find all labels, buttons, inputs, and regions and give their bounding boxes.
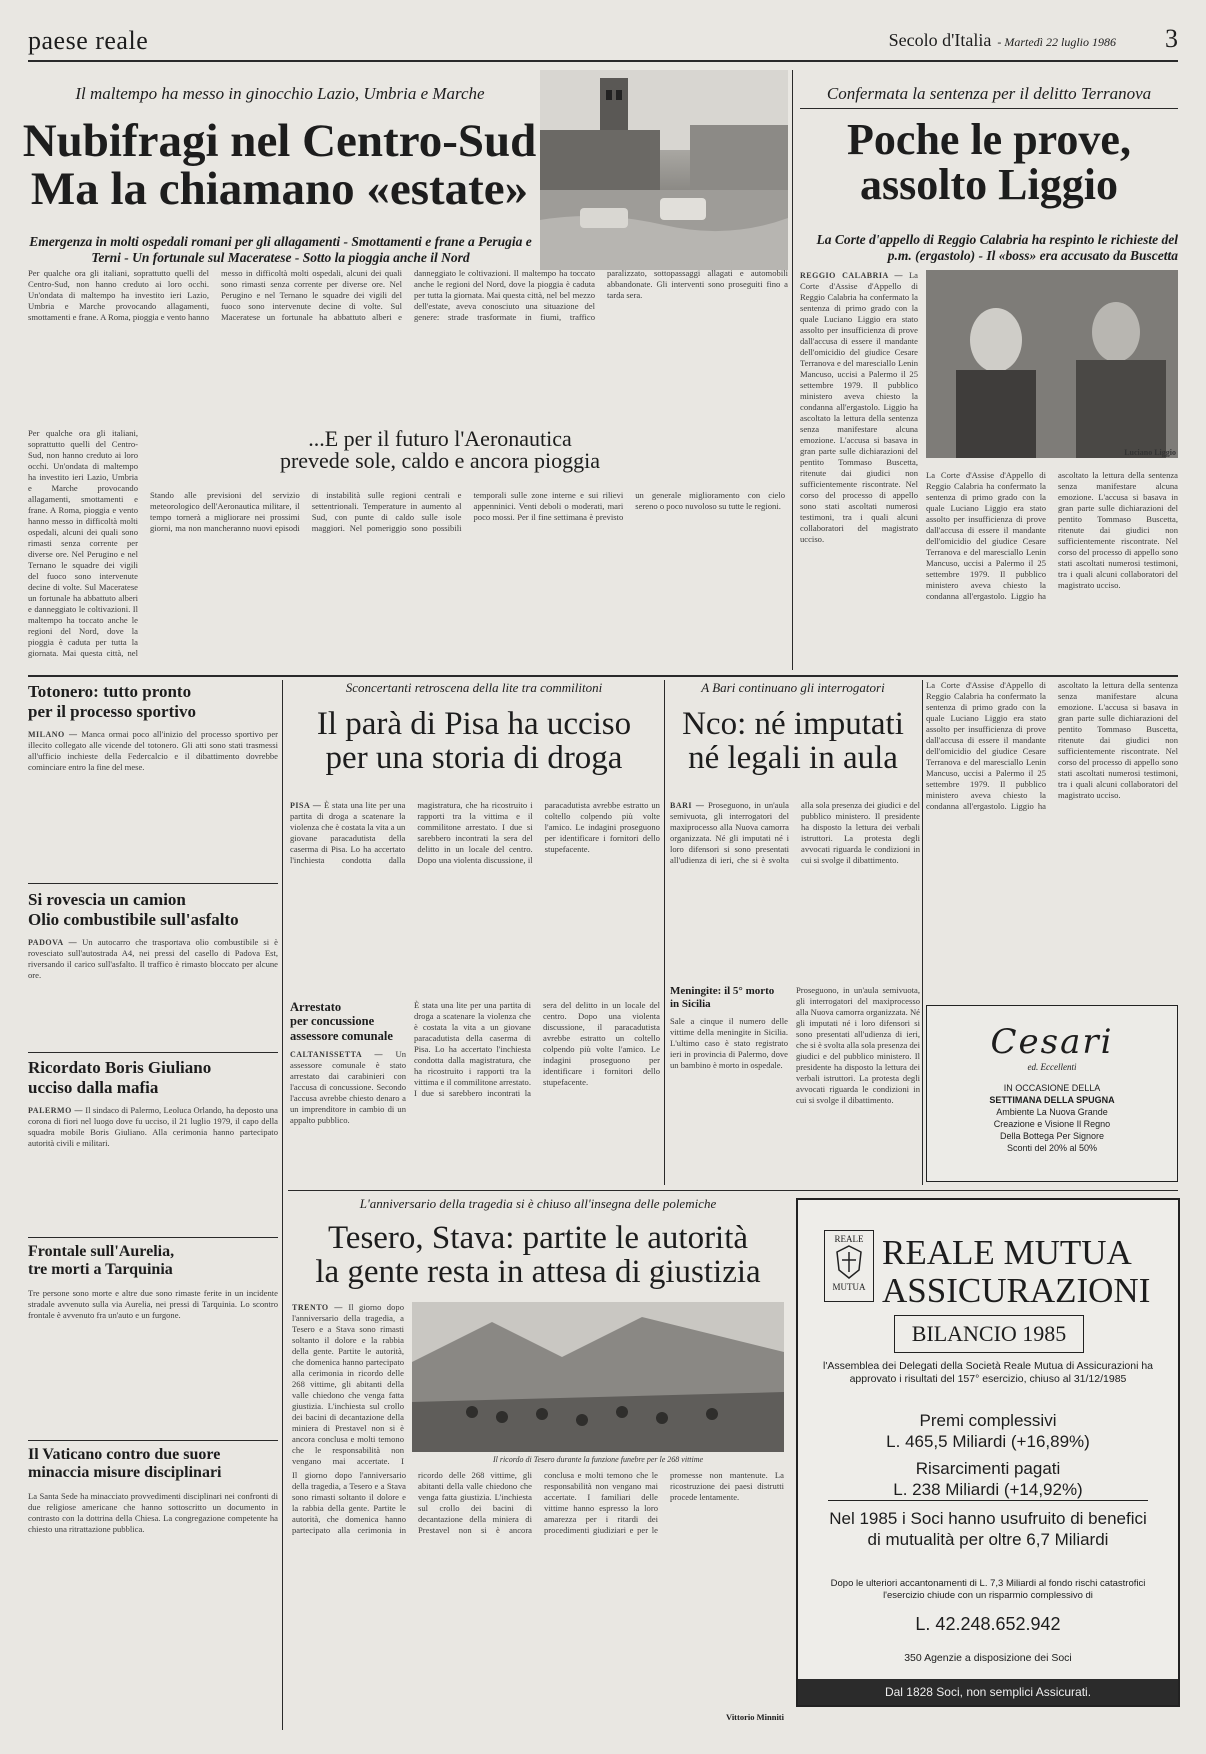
brief-giuliano [28,1058,278,1255]
tesero-photo-illustration [412,1302,784,1452]
lead-kicker: Il maltempo ha messo in ginocchio Lazio, Umbria e Marche [75,84,485,103]
reale-intro: l'Assemblea dei Delegati della Società Reale Mutua di Assicurazioni ha approvato i risultati del 157° esercizio, chiuso al 31/12/1985 [822,1360,1154,1385]
tesero-body-text: Il giorno dopo l'anniversario della tragedia, a Tesero e a Stava sono rimasti soltanto il dolore e la rabbia della gente. Partite le autorità, che domenica hanno partecipato alla cerimonia in ricordo delle 268 vittime, gli abitanti della valle chiedono che venga fatta giustizia. L'inchiesta sul crollo dei bacini di decantazione della miniera di Prestavel non si è ancora conclusa e molti temono che le responsabilità non vengano mai accertate. I [292,1302,404,1466]
masthead-info [889,30,1116,51]
flood-photo [540,70,788,270]
nco-body-continued: Proseguono, in un'aula semivuota, gli interrogatori del maxiprocesso alla Nuova camorra organizzata. Né gli imputati né i loro difensori si sono presentati all'udienza di ieri, che si è svolta alla sola presenza dei giudici e del pubblico ministero. Il presidente ha disposto la lettura dei verbali istruttori. La protesta degli avvocati riguarda le condizioni in cui si svolge il dibattimento. [796,985,920,1105]
vaticano-body: La Santa Sede ha minacciato provvedimenti disciplinari nei confronti di due religiose americane che hanno sottoscritto un documento in contrasto con la dottrina della Chiesa. La congregazione competente ha chiesto una ritrattazione pubblica. [28,1490,278,1534]
nco-dateline: BARI — [670,801,705,810]
totonero-body [28,729,278,847]
reale-figures [818,1410,1158,1500]
newspaper-name: Secolo d'Italia [888,30,992,50]
liggio-dateline: REGGIO CALABRIA — [800,271,904,280]
premi-value: L. 465,5 Miliardi (+16,89%) [886,1432,1090,1451]
totonero-headline-line-1: Totonero: tutto pronto [28,682,192,701]
brief-rule-2 [28,1052,278,1053]
cesari-line-5: Della Bottega Per Signore [999,1131,1105,1141]
reale-mutua-name [882,1234,1150,1310]
meteo-headline-line-1: ...E per il futuro l'Aeronautica [308,426,572,451]
camion-dateline: PADOVA — [28,938,78,948]
camion-headline-line-2: Olio combustibile sull'asfalto [28,909,239,929]
totonero-headline [28,682,278,721]
totonero-dateline: MILANO — [28,730,78,740]
liggio-subtitle: La Corte d'appello di Reggio Calabria ha respinto le richieste del p.m. (ergastolo) - Il «boss» era accusato da Buscetta [816,232,1178,264]
nco-headline-line-2: né legali in aula [688,739,898,776]
totonero-headline-line-2: per il processo sportivo [28,701,196,721]
column-rule-nco [922,680,923,1185]
pisa-kicker: Sconcertanti retroscena della lite tra commilitoni [345,680,603,695]
liggio-headline-line-1: Poche le prove, [847,115,1131,164]
brief-totonero [28,682,278,847]
nco-kicker: A Bari continuano gli interrogatori [701,680,885,695]
masthead-rule [28,60,1178,62]
tesero-headline [288,1222,788,1289]
tesero-photo-caption: Il ricordo di Tesero durante la funzione funebre per le 268 vittime [492,1455,704,1464]
risarcimenti-value: L. 238 Miliardi (+14,92%) [893,1480,1083,1499]
liggio-kicker: Confermata la sentenza per il delitto Terranova [826,84,1152,103]
liggio-photo-caption: Luciano Liggio [1124,448,1176,457]
lead-body-continued: Per qualche ora gli italiani, soprattutto quelli del Centro-Sud, non hanno creduto ai loro occhi. Un'ondata di maltempo ha investito ieri Lazio, Umbria e Marche provocando allagamenti, smottamenti e frane. A Roma, pioggia e vento hanno messo in difficoltà molti ospedali, alcuni dei quali sono rimasti senza corrente per diverse ore. Nel Perugino e nel Ternano le squadre dei vigili del fuoco sono intervenute decine di volte. Sul Maceratese un fortunale ha abbattuto alberi e danneggiato le coltivazioni. Il maltempo ha toccato anche le regioni del Nord, dove la pioggia è caduta per tutta la giornata. Mai questa città, nel [28,428,138,658]
column-rule-briefs [282,680,283,1730]
cesari-line-6: Sconti del 20% al 50% [1006,1143,1098,1153]
cesari-text [927,1082,1177,1154]
liggio-headline [800,115,1178,209]
reale-total: L. 42.248.652.942 [915,1614,1061,1634]
meningite-body: Sale a cinque il numero delle vittime della meningite in Sicilia. L'ultimo caso è stato registrato ieri in provincia di Palermo, dove un bambino è morto in ospedale. [670,1016,788,1071]
liggio-rule [800,108,1178,109]
camion-body-text: Un autocarro che trasportava olio combustibile si è rovesciato sull'autostrada A4, nei pressi del casello di Padova Est, riversando il carico sull'asfalto. Il traffico è rimasto bloccato per alcune ore. [28,937,278,981]
meteo-headline [240,428,640,473]
logo-top-text: REALE [834,1234,864,1244]
lead-headline-line-1: Nubifragi nel Centro-Sud [22,115,537,167]
concussione-headline [290,1000,406,1043]
pisa-headline-line-2: per una storia di droga [325,739,623,776]
risarcimenti-label: Risarcimenti pagati [915,1459,1061,1478]
cesari-line-1: IN OCCASIONE DELLA [1003,1083,1101,1093]
reale-mutua-ad[interactable] [796,1198,1180,1707]
tesero-body: Il giorno dopo l'anniversario della tragedia, a Tesero e a Stava sono rimasti soltanto il dolore e la rabbia della gente. Partite le autorità, che domenica hanno partecipato alla cerimonia in ricordo delle 268 vittime, gli abitanti della valle chiedono che venga fatta giustizia. L'inchiesta sul crollo dei bacini di decantazione della miniera di Prestavel non si è ancora conclusa e molti temono che le responsabilità non vengano mai accertate. I familiari delle vittime hanno espresso la loro amarezza per i ritardi dei procedimenti giudiziari e per le promesse non mantenute. La ricostruzione dei paesi distrutti procede lentamente. [292,1470,784,1535]
liggio-photo [926,270,1178,458]
liggio-headline-line-2: assolto Liggio [860,159,1118,209]
totonero-body-text: Manca ormai poco all'inizio del processo sportivo per illecito collegato alle vicende del totonero. Gli atti sono stati trasmessi all'ufficio inchieste della Federcalcio e il dibattimento dovrebbe cominciare entro la fine del mese. [28,729,278,773]
nco-headline [668,708,918,775]
logo-bottom-text: MUTUA [832,1282,866,1292]
cesari-line-2: SETTIMANA DELLA SPUGNA [989,1095,1115,1105]
aurelia-headline-line-2: tre morti a Tarquinia [28,1261,173,1279]
meningite-headline-line-1: Meningite: il 5° morto [670,985,775,997]
lead-body: Per qualche ora gli italiani, soprattutto quelli del Centro-Sud, non hanno creduto ai loro occhi. Un'ondata di maltempo ha investito ieri Lazio, Umbria e Marche provocando allagamenti, smottamenti e frane. A Roma, pioggia e vento hanno messo in difficoltà molti ospedali, alcuni dei quali sono rimasti senza corrente per diverse ore. Nel Perugino e nel Ternano le squadre dei vigili del fuoco sono intervenute decine di volte. Sul Maceratese un fortunale ha abbattuto alberi e danneggiato le coltivazioni. Il maltempo ha toccato anche le regioni del Nord, dove la pioggia è caduta per tutta la giornata. Mai questa città, nel bel mezzo dell'estate, aveva conosciuto una situazione del genere: strade trasformate in fiumi, traffico paralizzato, sottopassaggi allagati e automobili abbandonate. Gli interventi sono proseguiti fino a tarda sera. [28,268,788,322]
page-number: 3 [1165,24,1178,53]
giuliano-headline-line-2: ucciso dalla mafia [28,1077,159,1097]
camion-headline [28,890,278,929]
tesero-dateline: TRENTO — [292,1303,343,1312]
cesari-ad[interactable] [926,1005,1178,1182]
pisa-body [290,800,660,995]
aurelia-body: Tre persone sono morte e altre due sono rimaste ferite in un incidente stradale avvenuto sulla via Aurelia, nei pressi di Tarquinia. Lo scontro frontale è avvenuto fra un'auto e un furgone. [28,1287,278,1320]
section-rule-middle [28,675,1178,677]
lead-headline-line-2: Ma la chiamano «estate» [30,162,529,215]
lead-headline [22,115,537,215]
concussione-headline-line-1: Arrestato [290,1000,342,1014]
vaticano-headline-line-1: Il Vaticano contro due suore [28,1446,221,1463]
premi-label: Premi complessivi [919,1411,1057,1430]
giuliano-headline [28,1058,278,1097]
tesero-body-col1 [292,1302,404,1467]
tesero-headline-line-1: Tesero, Stava: partite le autorità [327,1220,749,1256]
concussione-headline-line-3: assessore comunale [290,1028,393,1043]
tesero-signature: Vittorio Minniti [726,1712,784,1722]
brief-camion [28,890,278,1077]
nco-headline-line-1: Nco: né imputati [682,706,904,742]
meningite-headline [670,985,788,1011]
lead-subtitle: Emergenza in molti ospedali romani per gli allagamenti - Smottamenti e frane a Perugia e Terni - Un fortunale sul Maceratese - Sotto la pioggia anche il Nord [29,234,532,266]
giuliano-headline-line-1: Ricordato Boris Giuliano [28,1058,212,1077]
concussione-body-text: Un assessore comunale è stato arrestato dai carabinieri con l'accusa di concussione. Secondo l'accusa avrebbe chiesto denaro a un imprenditore in cambio di un appalto pubblico. [290,1049,406,1126]
brief-aurelia [28,1243,278,1448]
brief-rule-4 [28,1440,278,1441]
bilancio-title: BILANCIO 1985 [894,1315,1084,1353]
liggio-body-cols: La Corte d'Assise d'Appello di Reggio Calabria ha confermato la sentenza di primo grado con la quale Luciano Liggio era stato assolto per insufficienza di prove dall'accusa di essere il mandante dell'omicidio del giudice Cesare Terranova e del maresciallo Lenin Mancuso, uccisi a Palermo il 25 settembre 1979. Il pubblico ministero aveva chiesto la condanna all'ergastolo. Liggio ha ascoltato la lettura della sentenza senza manifestare alcuna emozione. L'accusa si basava in gran parte sulle dichiarazioni del pentito Tommaso Buscetta, ritenute dai giudici non sufficientemente riscontrate. Nel corso del processo di appello sono stati ascoltati numerosi testimoni, tra i quali alcuni collaboratori del magistrato ucciso. [926,470,1178,601]
pisa-body-text: È stata una lite per una partita di droga a scatenare la violenza che è costata la vita a un giovane paracadutista della caserma di Pisa. Lo ha accertato l'inchiesta condotta dalla magistratura, che ha ricostruito i rapporti tra la vittima e il commilitone arrestato. I due si sarebbero incontrati la sera del delitto in un locale del centro. Dopo una violenta discussione, il paracadutista avrebbe estratto un coltello colpendo più volte l'amico. Le indagini proseguono per identificare i fornitori dello stupefacente. [290,800,660,865]
meningite-headline-line-2: in Sicilia [670,998,711,1011]
cesari-sub: ed. Eccellenti [1027,1062,1077,1072]
brief-rule-1 [28,883,278,884]
section-rule-bottom [288,1190,1178,1191]
section-name: paese reale [28,26,149,55]
giuliano-body-text: Il sindaco di Palermo, Leoluca Orlando, ha deposto una corona di fiori nel luogo dove fu ucciso, il 21 luglio 1979, il capo della squadra mobile Boris Giuliano. Alla cerimonia hanno partecipato autorità civili e militari. [28,1105,278,1149]
pisa-headline-line-1: Il parà di Pisa ha ucciso [316,706,632,742]
reale-mutua-logo [824,1230,874,1302]
meteo-body: Stando alle previsioni del servizio meteorologico dell'Aeronautica militare, il tempo tornerà a migliorare nei prossimi giorni, ma non mancheranno nuovi episodi di instabilità sulle regioni centrali e settentrionali. Temperature in aumento al Sud, con punte di caldo sulle isole maggiori. Nel pomeriggio sono possibili temporali sulle zone interne e sui rilievi appenninici. Venti deboli o moderati, mari poco mossi. Per il fine settimana è previsto un generale miglioramento con cielo sereno o poco nuvoloso su tutte le regioni. [150,490,785,533]
liggio-body-text: La Corte d'Assise d'Appello di Reggio Calabria ha confermato la sentenza di primo grado con la quale Luciano Liggio era stato assolto per insufficienza di prove dall'accusa di essere il mandante dell'omicidio del giudice Cesare Terranova e del maresciallo Lenin Mancuso, uccisi a Palermo il 25 settembre 1979. Il pubblico ministero aveva chiesto la condanna all'ergastolo. Liggio ha ascoltato la lettura della sentenza senza manifestare alcuna emozione. L'accusa si basava in gran parte sulle dichiarazioni del pentito Tommaso Buscetta, ritenute dai giudici non sufficientemente riscontrate. Nel corso del processo di appello sono stati ascoltati numerosi testimoni, tra i quali alcuni collaboratori del magistrato ucciso. [800,270,918,544]
vaticano-headline [28,1446,278,1483]
concussione-headline-line-2: per concussione [290,1014,375,1029]
cesari-line-4: Creazione e Visione Il Regno [993,1119,1111,1129]
giuliano-dateline: PALERMO — [28,1106,83,1116]
brief-vaticano [28,1446,278,1726]
pisa-box-concussione [290,1000,406,1169]
liggio-photo-illustration [926,270,1178,458]
reale-agenzie: 350 Agenzie a disposizione dei Soci [904,1652,1072,1664]
camion-body [28,937,278,1077]
column-rule-lead [792,70,793,670]
crest-icon [834,1244,864,1280]
concussione-dateline: CALTANISSETTA — [290,1050,384,1060]
meteo-headline-line-2: prevede sole, caldo e ancora pioggia [279,448,601,474]
pisa-body-continued: È stata una lite per una partita di droga a scatenare la violenza che è costata la vita a un giovane paracadutista della caserma di Pisa. Lo ha accertato l'inchiesta condotta dalla magistratura, che ha ricostruito i rapporti tra la vittima e il commilitone arrestato. I due si sarebbero incontrati la sera del delitto in un locale del centro. Dopo una violenta discussione, il paracadutista avrebbe estratto un coltello colpendo più volte l'amico. Le indagini proseguono per identificare i fornitori dello stupefacente. [414,1000,660,1098]
brief-rule-3 [28,1237,278,1238]
tesero-photo [412,1302,784,1452]
tesero-kicker: L'anniversario della tragedia si è chiuso all'insegna delle polemiche [359,1196,717,1211]
tesero-headline-line-2: la gente resta in attesa di giustizia [315,1253,761,1290]
reale-benefici: Nel 1985 i Soci hanno usufruito di benefici di mutualità per oltre 6,7 Miliardi [829,1509,1147,1549]
nco-body-text: Proseguono, in un'aula semivuota, gli interrogatori del maxiprocesso alla Nuova camorra organizzata. Né gli imputati né i loro difensori si sono presentati all'udienza di ieri, che si è svolta alla sola presenza dei giudici e del pubblico ministero. Il presidente ha disposto la lettura dei verbali istruttori. La protesta degli avvocati riguarda le condizioni in cui si svolge il dibattimento. [670,800,920,865]
cesari-line-3: Ambiente La Nuova Grande [996,1107,1108,1117]
pisa-dateline: PISA — [290,801,322,810]
nco-body [670,800,920,980]
pisa-headline [288,708,660,775]
flood-photo-illustration [540,70,788,270]
aurelia-headline [28,1243,278,1280]
aurelia-headline-line-1: Frontale sull'Aurelia, [28,1243,175,1260]
cesari-logo: Cesari [990,1022,1114,1062]
vaticano-headline-line-2: minaccia misure disciplinari [28,1464,222,1482]
reale-divider [828,1500,1148,1501]
issue-date: - Martedì 22 luglio 1986 [997,35,1116,49]
column-rule-pisa [664,680,665,1185]
nco-box-meningite [670,985,788,1166]
reale-name-line-2: ASSICURAZIONI [882,1271,1151,1310]
concussione-body [290,1049,406,1169]
reale-name-line-1: REALE MUTUA [882,1233,1132,1272]
reale-footer: Dal 1828 Soci, non semplici Assicurati. [798,1679,1178,1705]
reale-riserve: Dopo le ulteriori accantonamenti di L. 7,3 Miliardi al fondo rischi catastrofici l'esercizio chiude con un risparmio complessivo di [830,1578,1146,1601]
liggio-body-continued: La Corte d'Assise d'Appello di Reggio Calabria ha confermato la sentenza di primo grado con la quale Luciano Liggio era stato assolto per insufficienza di prove dall'accusa di essere il mandante dell'omicidio del giudice Cesare Terranova e del maresciallo Lenin Mancuso, uccisi a Palermo il 25 settembre 1979. Il pubblico ministero aveva chiesto la condanna all'ergastolo. Liggio ha ascoltato la lettura della sentenza senza manifestare alcuna emozione. L'accusa si basava in gran parte sulle dichiarazioni del pentito Tommaso Buscetta, ritenute dai giudici non sufficientemente riscontrate. Nel corso del processo di appello sono stati ascoltati numerosi testimoni, tra i quali alcuni collaboratori del magistrato ucciso. [926,680,1178,811]
liggio-body-col1 [800,270,918,665]
giuliano-body [28,1105,278,1255]
camion-headline-line-1: Si rovescia un camion [28,890,186,909]
